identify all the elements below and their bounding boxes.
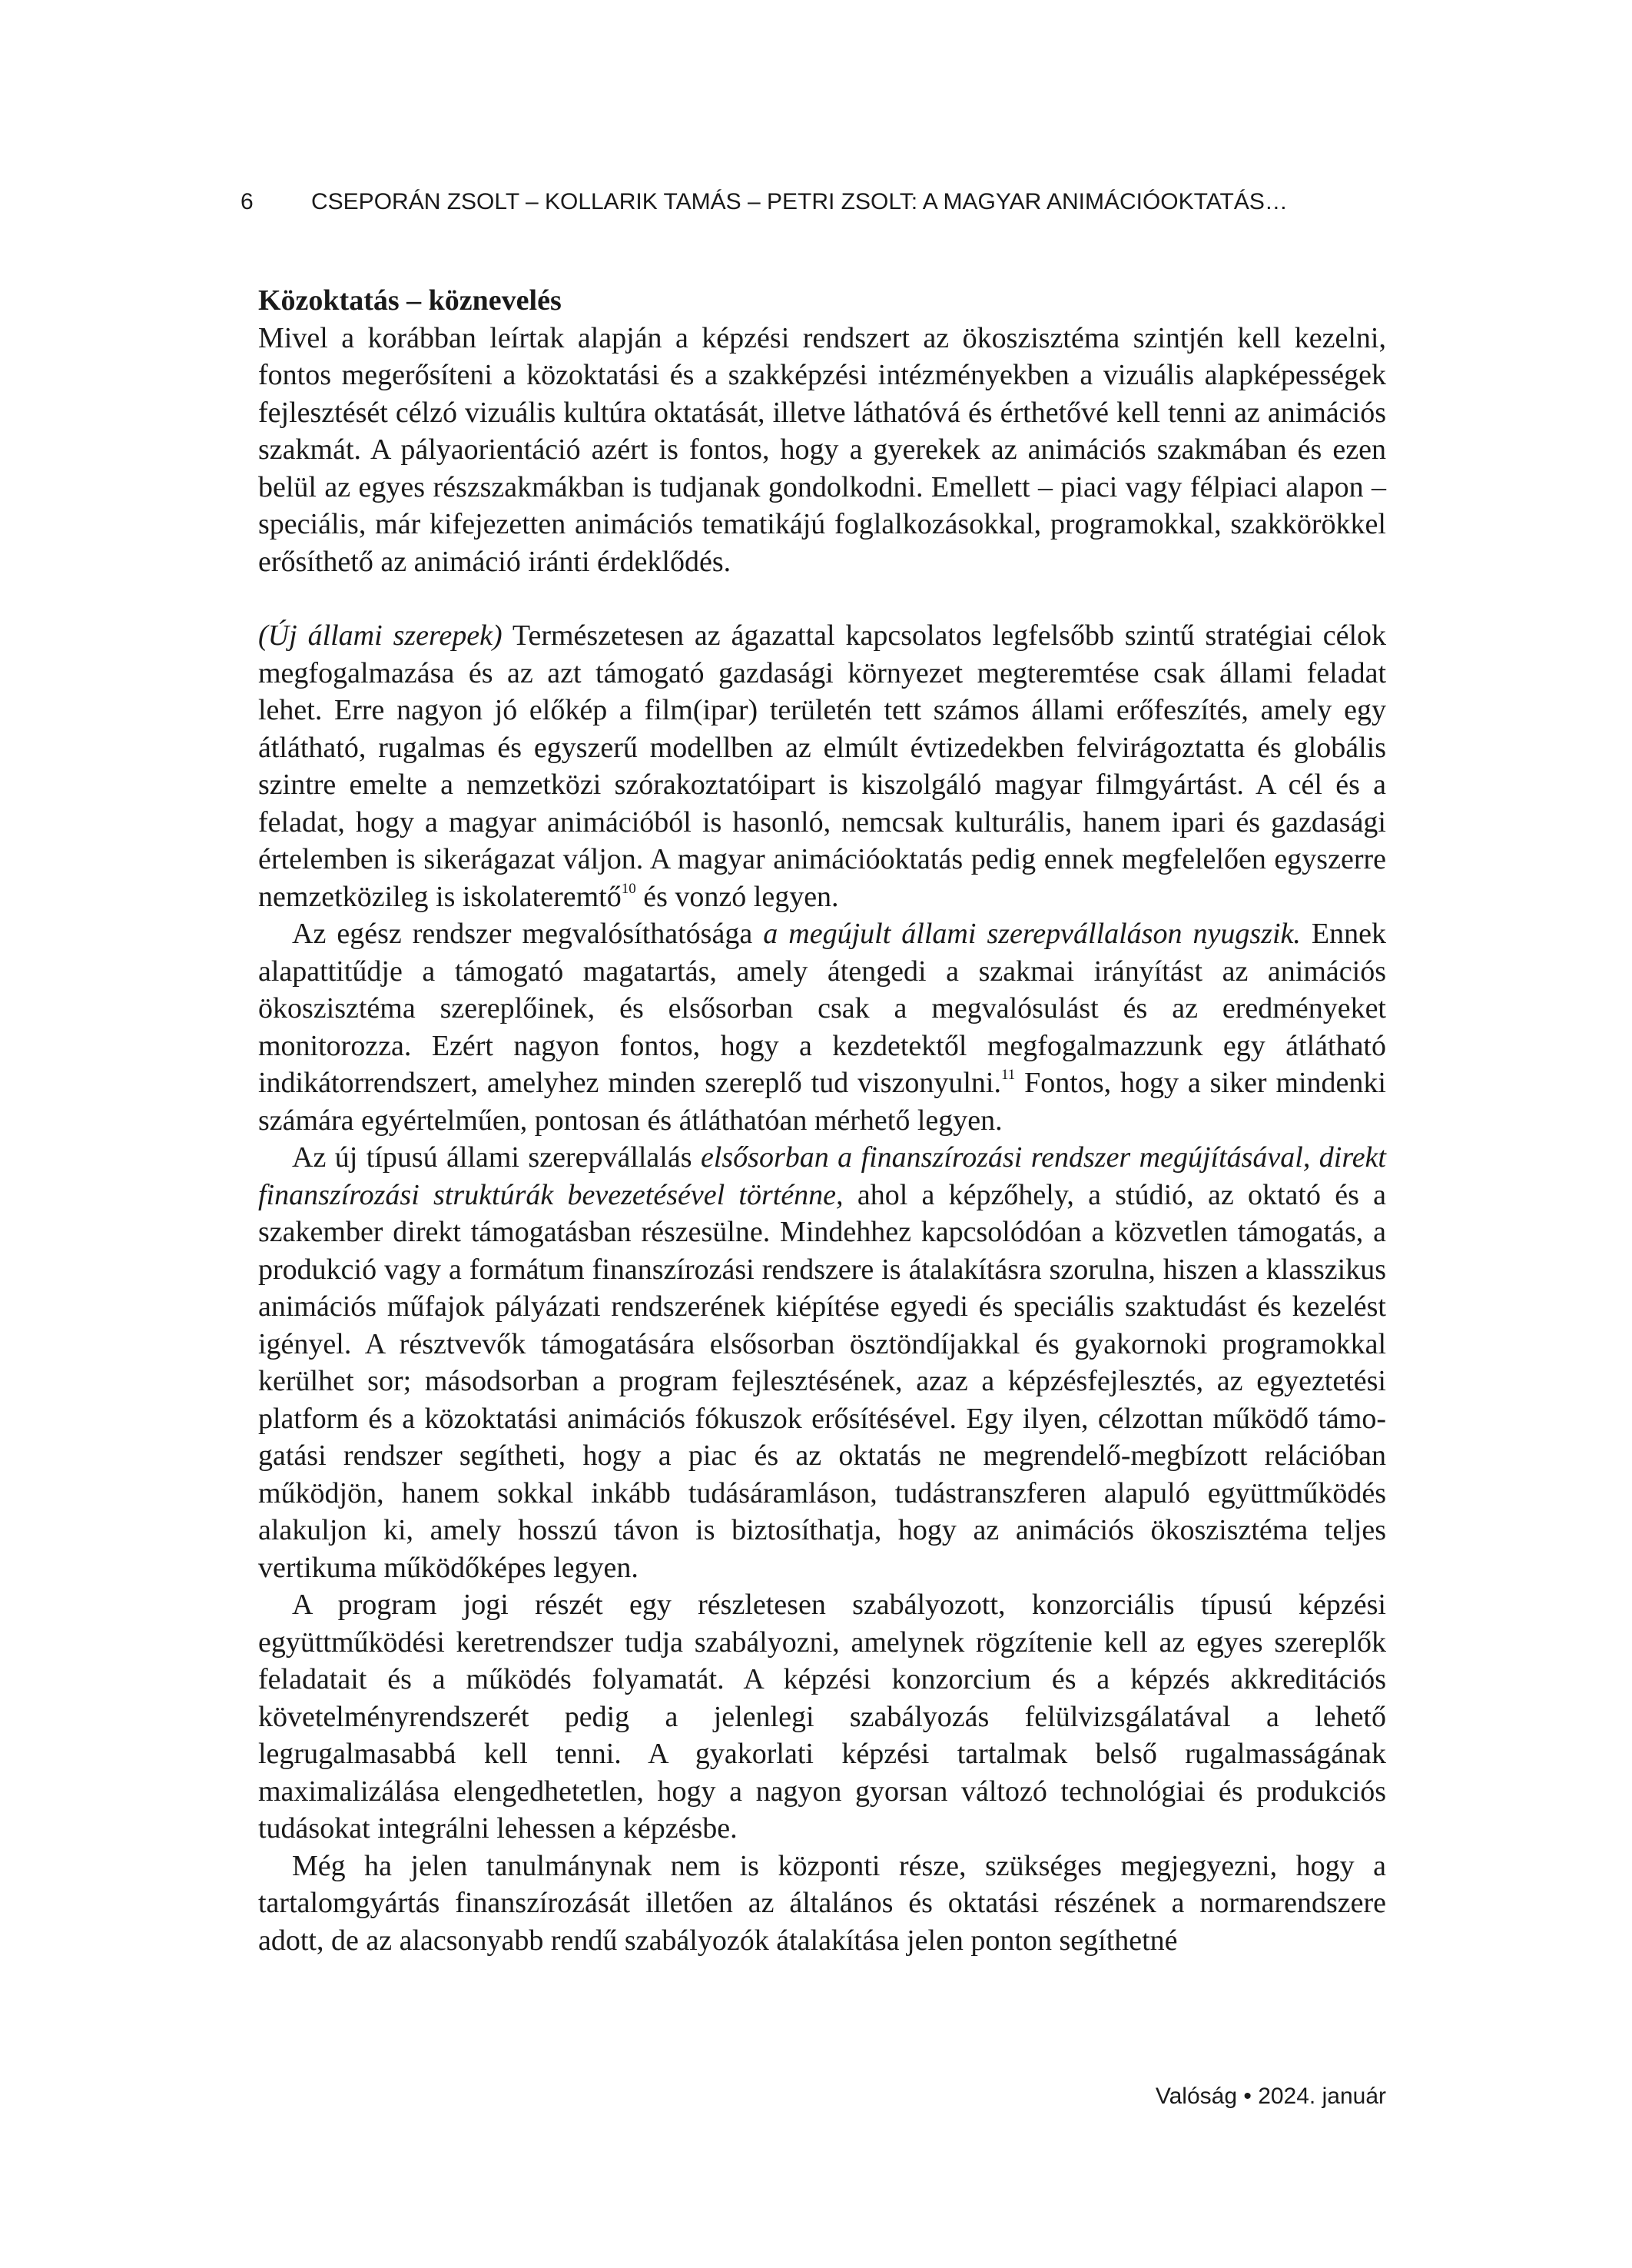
paragraph-4-a: Az új típusú állami szerepvállalás (292, 1141, 701, 1174)
footnote-ref-11: 11 (1000, 1066, 1016, 1083)
paragraph-2 (258, 617, 1386, 915)
paragraph-4-b: ahol a képzőhely, a stúdió, az oktató és a szakember direkt támogatásban részesülne. Mindehhez kapcsolódóan a közvetlen támogatás, a produkció vagy a formátum finanszírozási rendszere is átalakításra szorulna, hiszen a klasszikus animációs műfajok pályázati rendszerének kiépítése egyedi és speciális szaktudást és kezelést igényel. A résztvevők támogatására elsősorban ösztöndíjakkal és gyakornoki programokkal kerülhet sor; másodsorban a program fejlesztésének, azaz a képzésfejlesztés, az egyeztetési platform és a közoktatási animációs fókuszok erősítésével. Egy ilyen, célzottan működő támogatási rendszer segítheti, hogy a piac és az oktatás ne megrendelő-megbízott relációban működjön, hanem sokkal inkább tudásáramláson, tudástranszferen alapuló együttműködés alakuljon ki, amely hosszú távon is biztosíthatja, hogy az animációs ökoszisztéma teljes vertikuma működőképes legyen. (258, 1178, 1387, 1584)
running-head: CSEPORÁN ZSOLT – KOLLARIK TAMÁS – PETRI ZSOLT: A MAGYAR ANIMÁCIÓOKTATÁS… (311, 189, 1288, 214)
paragraph-2-text: Természetesen az ágazattal kapcsolatos legfelsőbb szintű stratégiai célok megfogalmazása és az azt támogató gazdasági környezet megteremtése csak állami feladat lehet. Erre nagyon jó előkép a film(ipar) területén tett számos állami erőfeszítés, amely egy átlátható, rugalmas és egyszerű modellben az elmúlt évtizedekben felvirágoztatta és globális szintre emelte a nemzetközi szórakoztatóipart is kiszolgáló magyar filmgyártást. A cél és a feladat, hogy a magyar animációból is hasonló, nemcsak kulturális, hanem ipari és gazdasági értelemben is sikerágazat váljon. A magyar animációoktatás pedig ennek megfelelően egyszerre nemzetközileg is iskolateremtő (258, 619, 1387, 913)
article-body (258, 282, 1386, 1959)
paragraph-2-end: és vonzó legyen. (635, 880, 839, 913)
paragraph-4 (258, 1139, 1386, 1586)
paragraph-5: A program jogi részét egy részletesen szabályozott, konzorciális típusú képzési együttműködési keretrendszer tudja szabályozni, amelynek rögzítenie kell az egyes szereplők feladatait és a működés folyamatát. A képzési konzorcium és a képzés akkreditációs követelményrendszerét pedig a jelenlegi szabályozás felülvizsgálatával a lehető legrugalmasabbá kell tenni. A gyakorlati képzési tartalmak belső rugalmasságának maximalizálása elengedhetetlen, hogy a nagyon gyorsan változó technológiai és produkciós tudásokat integrálni lehessen a képzésbe. (258, 1589, 1386, 1845)
paragraph-3-c: Fontos, hogy a siker mindenki számára egyértelműen, pontosan és átláthatóan mérhető legyen. (258, 1067, 1386, 1137)
paragraph-2-label: (Új állami szerepek) (258, 619, 503, 652)
section-heading: Közoktatás – köznevelés (258, 284, 562, 317)
paragraph-6: Még ha jelen tanulmánynak nem is központi része, szükséges megjegyezni, hogy a tartalomgyártás finanszírozását illetően az általános és oktatási részének a normarendszere adott, de az alacsonyabb rendű szabályozók átalakítása jelen ponton segíthetné (258, 1849, 1386, 1957)
paragraph-4-emphasis: elsősorban a finanszírozási rendszer megújításával, direkt finanszírozási struktúrák bevezetésével történne, (258, 1141, 1386, 1211)
footnote-ref-10: 10 (621, 880, 636, 897)
paragraph-3-b: Ennek alapattitűdje a támogató magatartás, amely átengedi a szakmai irányítást az animációs ökoszisztéma szereplőinek, és elsősorban csak a megvalósulást és az eredményeket monitorozza. Ezért nagyon fontos, hogy a kezdetektől megfogalmazzunk egy átlátható indikátorrendszert, amelyhez minden szereplő tud viszonyulni. (258, 918, 1387, 1099)
paragraph-3-a: Az egész rendszer megvalósíthatósága (292, 918, 764, 950)
footer-journal: Valóság • 2024. január (1155, 2084, 1386, 2109)
paragraph-3 (258, 915, 1386, 1139)
page-number: 6 (240, 189, 254, 214)
paragraph-1: Mivel a korábban leírtak alapján a képzési rendszert az ökoszisztéma szintjén kell kezelni, fontos megerősíteni a közoktatási és a szakképzési intézményekben a vizuális alapképességek fejlesztését célzó vizuális kultúra oktatását, illetve láthatóvá és érthetővé kell tenni az animációs szakmát. A pályaorientáció azért is fontos, hogy a gyerekek az animációs szakmában és ezen belül az egyes részszakmákban is tudjanak gondolkodni. Emellett – piaci vagy félpiaci alapon – speciális, már kifejezetten animációs tematikájú foglalkozásokkal, programokkal, szakkörökkel erősíthető az animáció iránti érdeklődés. (258, 321, 1386, 578)
paragraph-3-emphasis: a megújult állami szerepvállaláson nyugszik. (763, 918, 1301, 950)
